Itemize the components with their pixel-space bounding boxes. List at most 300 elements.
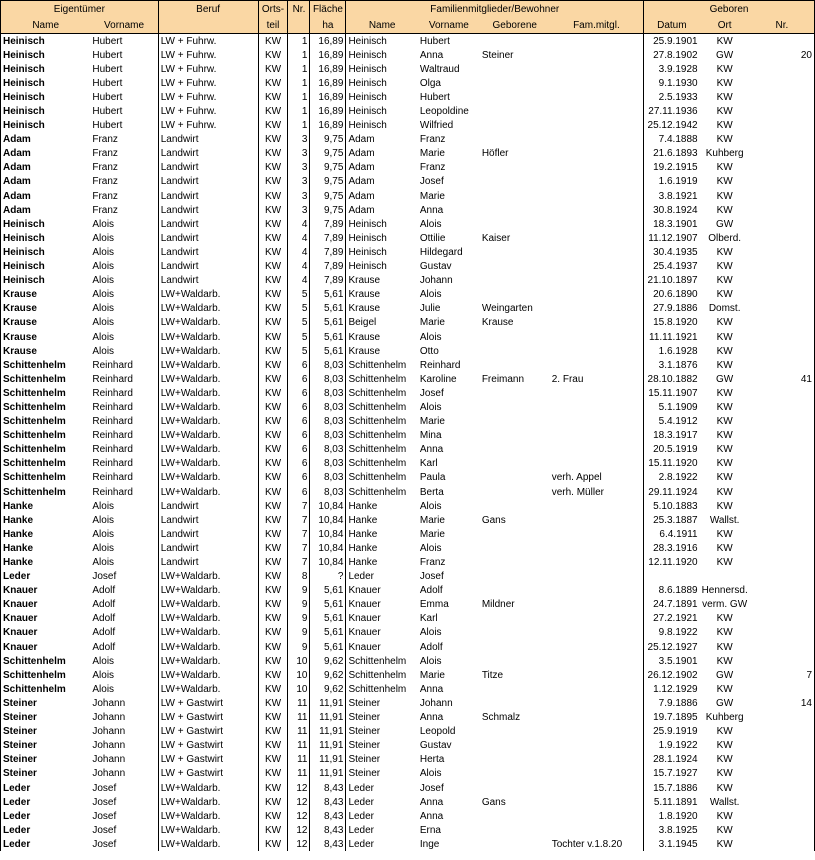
cell-owner-vorname: Franz: [92, 162, 118, 174]
cell-ortsteil: KW: [258, 189, 288, 203]
cell-owner-name: Steiner: [1, 767, 91, 781]
cell-geborene: [480, 76, 550, 90]
cell-owner-name: Krause: [1, 316, 91, 330]
cell-nr: 4: [288, 274, 310, 288]
cell-nr: 6: [288, 358, 310, 372]
cell-beruf: LW+Waldarb.: [158, 288, 258, 302]
cell-owner-name: Schittenhelm: [1, 443, 91, 457]
cell-geborene: [480, 457, 550, 471]
cell-owner-name: Schittenhelm: [1, 429, 91, 443]
cell-geborene: [480, 823, 550, 837]
cell-fammitgl: [550, 288, 644, 302]
cell-member-vorname: Franz: [419, 557, 446, 569]
table-row: [1, 217, 815, 231]
cell-owner-name: Schittenhelm: [1, 386, 91, 400]
cell-geborene: Höfler: [481, 148, 509, 160]
cell-birth-place: KW: [716, 768, 733, 780]
cell-member-name: Leder: [348, 571, 375, 583]
cell-fammitgl: verh. Müller: [550, 485, 644, 499]
cell-birth-date: 5.1.1909: [658, 401, 698, 413]
cell-owner-name: Heinisch: [1, 217, 91, 231]
cell-beruf: Landwirt: [158, 217, 258, 231]
cell-beruf: LW+Waldarb.: [158, 598, 258, 612]
cell-owner-vorname: Alois: [92, 655, 115, 667]
cell-fammitgl: [550, 640, 644, 654]
header-row-2: [1, 17, 815, 34]
cell-nr2: [750, 386, 815, 400]
cell-owner-name: Krause: [1, 330, 91, 344]
cell-nr2: [750, 711, 815, 725]
cell-ortsteil: KW: [258, 527, 288, 541]
cell-birth-date: 18.3.1901: [653, 218, 698, 230]
cell-member-vorname: Leopoldine: [419, 106, 469, 118]
cell-flaeche: 8,43: [310, 837, 346, 851]
cell-fammitgl: [550, 767, 644, 781]
cell-ortsteil: KW: [258, 48, 288, 62]
cell-member-vorname: Julie: [419, 303, 441, 315]
cell-owner-vorname: Alois: [92, 528, 115, 540]
cell-beruf: Landwirt: [158, 260, 258, 274]
cell-member-name: Steiner: [348, 697, 381, 709]
cell-nr2: [750, 119, 815, 133]
cell-flaeche: 9,75: [310, 189, 346, 203]
cell-nr2: [750, 570, 815, 584]
cell-owner-vorname: Hubert: [92, 120, 123, 132]
cell-flaeche: 11,91: [310, 767, 346, 781]
table-row: [1, 739, 815, 753]
header-datum: Datum: [644, 17, 700, 34]
table-row: [1, 288, 815, 302]
cell-member-vorname: Anna: [419, 796, 444, 808]
cell-beruf: LW + Fuhrw.: [158, 48, 258, 62]
cell-nr2: [750, 499, 815, 513]
cell-member-name: Adam: [348, 134, 375, 146]
cell-owner-vorname: Alois: [92, 303, 115, 315]
cell-flaeche: 10,84: [310, 555, 346, 569]
cell-fammitgl: [550, 584, 644, 598]
cell-ortsteil: KW: [258, 711, 288, 725]
cell-nr2: [750, 76, 815, 90]
header-fammitgl: Fam.mitgl.: [550, 17, 644, 34]
cell-owner-vorname: Adolf: [92, 599, 116, 611]
cell-geborene: [480, 612, 550, 626]
cell-birth-place: KW: [716, 838, 733, 850]
cell-birth-date: 15.11.1920: [648, 458, 698, 470]
cell-member-vorname: Gustav: [419, 740, 452, 752]
cell-nr2: [750, 231, 815, 245]
cell-owner-vorname: Alois: [92, 557, 115, 569]
cell-owner-name: Adam: [1, 203, 91, 217]
cell-fammitgl: [550, 400, 644, 414]
cell-nr2: [750, 626, 815, 640]
header-vorname: Vorname: [90, 17, 158, 34]
table-row: [1, 415, 815, 429]
cell-flaeche: 5,61: [310, 626, 346, 640]
cell-fammitgl: [550, 696, 644, 710]
cell-owner-vorname: Josef: [92, 810, 117, 822]
cell-owner-name: Hanke: [1, 541, 91, 555]
cell-beruf: LW+Waldarb.: [158, 400, 258, 414]
cell-ortsteil: KW: [258, 739, 288, 753]
cell-nr2: [750, 612, 815, 626]
cell-birth-date: 6.4.1911: [659, 528, 698, 540]
cell-ortsteil: KW: [258, 76, 288, 90]
cell-nr2: [750, 443, 815, 457]
cell-birth-place: KW: [716, 246, 733, 258]
cell-beruf: Landwirt: [158, 203, 258, 217]
cell-ortsteil: KW: [258, 598, 288, 612]
cell-beruf: LW+Waldarb.: [158, 654, 258, 668]
cell-birth-place: KW: [716, 472, 733, 484]
cell-owner-vorname: Johann: [92, 697, 126, 709]
cell-owner-vorname: Reinhard: [92, 373, 133, 385]
cell-member-name: Leder: [348, 824, 375, 836]
cell-nr: 12: [288, 823, 310, 837]
cell-owner-vorname: Alois: [92, 289, 115, 301]
cell-birth-place: KW: [716, 77, 733, 89]
cell-ortsteil: KW: [258, 753, 288, 767]
cell-owner-name: Schittenhelm: [1, 668, 91, 682]
cell-flaeche: 8,43: [310, 795, 346, 809]
cell-flaeche: 16,89: [310, 62, 346, 76]
cell-nr: 3: [288, 161, 310, 175]
table-row: [1, 62, 815, 76]
cell-nr: 7: [288, 541, 310, 555]
cell-member-vorname: Hubert: [419, 35, 450, 47]
cell-flaeche: 8,03: [310, 443, 346, 457]
cell-fammitgl: [550, 541, 644, 555]
cell-nr: 4: [288, 231, 310, 245]
cell-member-vorname: Marie: [419, 190, 445, 202]
cell-ortsteil: KW: [258, 260, 288, 274]
header-flaeche-sub: ha: [310, 17, 346, 34]
cell-ortsteil: KW: [258, 809, 288, 823]
cell-nr: 12: [288, 781, 310, 795]
cell-owner-vorname: Alois: [92, 331, 115, 343]
cell-geborene: [480, 400, 550, 414]
cell-flaeche: 8,43: [310, 809, 346, 823]
cell-birth-place: KW: [716, 416, 733, 428]
cell-nr2: [750, 161, 815, 175]
cell-member-name: Adam: [348, 176, 375, 188]
cell-geborene: [480, 471, 550, 485]
cell-beruf: Landwirt: [158, 245, 258, 259]
cell-owner-vorname: Alois: [92, 275, 115, 287]
cell-fammitgl: [550, 231, 644, 245]
cell-ortsteil: KW: [258, 288, 288, 302]
cell-member-name: Heinisch: [348, 77, 387, 89]
cell-nr: 6: [288, 386, 310, 400]
cell-birth-place: GW: [716, 373, 734, 385]
cell-member-vorname: Marie: [419, 514, 445, 526]
cell-member-vorname: Adolf: [419, 641, 443, 653]
cell-ortsteil: KW: [258, 34, 288, 49]
cell-nr2: [750, 62, 815, 76]
cell-member-name: Krause: [348, 275, 381, 287]
cell-flaeche: 10,84: [310, 513, 346, 527]
cell-owner-name: Leder: [1, 809, 91, 823]
cell-beruf: LW+Waldarb.: [158, 823, 258, 837]
table-row: [1, 570, 815, 584]
cell-member-name: Krause: [348, 303, 381, 315]
table-row: [1, 513, 815, 527]
cell-nr2: [750, 513, 815, 527]
cell-nr2: [750, 330, 815, 344]
cell-birth-date: 3.8.1925: [658, 824, 698, 836]
cell-nr2: [750, 203, 815, 217]
cell-owner-name: Schittenhelm: [1, 471, 91, 485]
table-row: [1, 668, 815, 682]
table-row: [1, 330, 815, 344]
table-row: [1, 541, 815, 555]
cell-birth-date: 11.12.1907: [648, 232, 698, 244]
cell-fammitgl: [550, 739, 644, 753]
cell-nr: 3: [288, 175, 310, 189]
cell-beruf: LW+Waldarb.: [158, 471, 258, 485]
cell-member-name: Knauer: [348, 599, 381, 611]
cell-birth-date: 25.4.1937: [653, 261, 698, 273]
cell-nr: 1: [288, 48, 310, 62]
table-row: [1, 119, 815, 133]
header-nr2: Nr.: [750, 17, 815, 34]
cell-nr2: [750, 34, 815, 49]
cell-nr: 11: [288, 725, 310, 739]
header-fam-vorname: Vorname: [418, 17, 480, 34]
cell-birth-place: KW: [716, 740, 733, 752]
table-row: [1, 260, 815, 274]
cell-nr2: [750, 823, 815, 837]
cell-member-name: Schittenhelm: [348, 373, 407, 385]
cell-fammitgl: [550, 76, 644, 90]
cell-fammitgl: [550, 48, 644, 62]
cell-owner-vorname: Reinhard: [92, 458, 133, 470]
cell-flaeche: 8,43: [310, 781, 346, 795]
cell-nr: 5: [288, 288, 310, 302]
cell-birth-date: 25.12.1927: [647, 641, 698, 653]
table-row: [1, 302, 815, 316]
cell-flaeche: 5,61: [310, 598, 346, 612]
cell-flaeche: 8,43: [310, 823, 346, 837]
cell-birth-date: 15.8.1920: [653, 317, 698, 329]
cell-member-name: Heinisch: [348, 246, 387, 258]
cell-owner-name: Heinisch: [1, 231, 91, 245]
cell-beruf: LW+Waldarb.: [158, 372, 258, 386]
cell-ortsteil: KW: [258, 344, 288, 358]
cell-birth-place: KW: [716, 782, 733, 794]
cell-owner-name: Heinisch: [1, 76, 91, 90]
cell-ortsteil: KW: [258, 358, 288, 372]
cell-member-name: Heinisch: [348, 106, 387, 118]
cell-member-name: Schittenhelm: [348, 416, 407, 428]
cell-ortsteil: KW: [258, 316, 288, 330]
cell-beruf: LW+Waldarb.: [158, 386, 258, 400]
cell-beruf: LW+Waldarb.: [158, 330, 258, 344]
cell-owner-name: Leder: [1, 823, 91, 837]
cell-flaeche: 7,89: [310, 245, 346, 259]
cell-birth-date: 25.9.1901: [653, 35, 698, 47]
cell-fammitgl: [550, 161, 644, 175]
cell-owner-vorname: Alois: [92, 261, 115, 273]
cell-nr: 9: [288, 640, 310, 654]
cell-owner-vorname: Alois: [92, 683, 115, 695]
cell-owner-vorname: Hubert: [92, 63, 123, 75]
cell-nr2: [750, 400, 815, 414]
cell-geborene: [480, 570, 550, 584]
cell-nr2: [750, 753, 815, 767]
cell-member-name: Schittenhelm: [348, 486, 407, 498]
cell-beruf: LW + Gastwirt: [158, 753, 258, 767]
cell-nr2: [750, 739, 815, 753]
cell-flaeche: 8,03: [310, 386, 346, 400]
cell-nr2: [750, 90, 815, 104]
cell-nr2: [750, 104, 815, 118]
cell-beruf: Landwirt: [158, 147, 258, 161]
cell-member-name: Schittenhelm: [348, 655, 407, 667]
cell-ortsteil: KW: [258, 231, 288, 245]
cell-geborene: Freimann: [481, 373, 525, 385]
cell-beruf: Landwirt: [158, 527, 258, 541]
cell-birth-date: 21.10.1897: [647, 275, 698, 287]
cell-geborene: [480, 443, 550, 457]
cell-owner-name: Leder: [1, 837, 91, 851]
cell-member-name: Heinisch: [348, 35, 387, 47]
cell-flaeche: 7,89: [310, 260, 346, 274]
cell-geborene: Gans: [481, 514, 506, 526]
table-row: [1, 711, 815, 725]
cell-member-name: Heinisch: [348, 120, 387, 132]
cell-ortsteil: KW: [258, 400, 288, 414]
cell-birth-place: KW: [716, 387, 733, 399]
cell-birth-date: 7.4.1888: [658, 134, 698, 146]
cell-flaeche: 9,75: [310, 203, 346, 217]
cell-flaeche: 16,89: [310, 90, 346, 104]
cell-beruf: Landwirt: [158, 274, 258, 288]
cell-owner-vorname: Johann: [92, 768, 126, 780]
cell-geborene: [480, 682, 550, 696]
cell-owner-name: Adam: [1, 161, 91, 175]
cell-fammitgl: [550, 809, 644, 823]
cell-owner-vorname: Alois: [92, 345, 115, 357]
table-row: [1, 372, 815, 386]
cell-member-name: Leder: [348, 810, 375, 822]
cell-owner-name: Schittenhelm: [1, 358, 91, 372]
cell-birth-date: 1.8.1920: [658, 810, 698, 822]
table-row: [1, 682, 815, 696]
table-row: [1, 231, 815, 245]
cell-owner-name: Leder: [1, 781, 91, 795]
cell-beruf: LW+Waldarb.: [158, 570, 258, 584]
cell-geborene: [480, 175, 550, 189]
cell-beruf: LW + Fuhrw.: [158, 119, 258, 133]
cell-geborene: [480, 415, 550, 429]
cell-geborene: [480, 626, 550, 640]
cell-owner-vorname: Josef: [92, 782, 117, 794]
table-row: [1, 795, 815, 809]
cell-nr: 1: [288, 62, 310, 76]
table-row: [1, 358, 815, 372]
cell-nr2: [750, 527, 815, 541]
cell-ortsteil: KW: [258, 837, 288, 851]
cell-flaeche: 5,61: [310, 330, 346, 344]
cell-birth-place: KW: [716, 261, 733, 273]
cell-birth-date: 28.1.1924: [653, 754, 698, 766]
cell-fammitgl: [550, 795, 644, 809]
cell-geborene: Weingarten: [481, 303, 533, 315]
cell-owner-name: Schittenhelm: [1, 485, 91, 499]
cell-ortsteil: KW: [258, 795, 288, 809]
cell-member-name: Heinisch: [348, 91, 387, 103]
cell-birth-date: 1.6.1919: [658, 176, 698, 188]
cell-ortsteil: KW: [258, 640, 288, 654]
cell-ortsteil: KW: [258, 654, 288, 668]
cell-birth-place: GW: [716, 697, 734, 709]
cell-birth-date: 9.8.1922: [658, 627, 698, 639]
cell-member-name: Steiner: [348, 768, 381, 780]
cell-birth-date: 26.12.1902: [647, 669, 698, 681]
cell-nr2: [750, 584, 815, 598]
cell-birth-date: 7.9.1886: [658, 697, 698, 709]
cell-flaeche: 5,61: [310, 288, 346, 302]
cell-owner-name: Steiner: [1, 696, 91, 710]
cell-geborene: [480, 809, 550, 823]
cell-beruf: Landwirt: [158, 175, 258, 189]
cell-beruf: LW+Waldarb.: [158, 415, 258, 429]
cell-member-vorname: Marie: [419, 669, 445, 681]
cell-member-vorname: Olga: [419, 77, 441, 89]
table-row: [1, 133, 815, 147]
cell-member-name: Schittenhelm: [348, 669, 407, 681]
cell-flaeche: 7,89: [310, 217, 346, 231]
cell-birth-date: 25.3.1887: [653, 514, 698, 526]
cell-fammitgl: [550, 260, 644, 274]
cell-birth-date: 1.9.1922: [658, 740, 698, 752]
cell-ortsteil: KW: [258, 245, 288, 259]
cell-member-vorname: Wilfried: [419, 120, 454, 132]
cell-owner-vorname: Hubert: [92, 49, 123, 61]
cell-nr2: [750, 302, 815, 316]
cell-geborene: [480, 358, 550, 372]
cell-nr2: [750, 471, 815, 485]
cell-beruf: LW+Waldarb.: [158, 485, 258, 499]
cell-birth-place: Hennersd.: [701, 585, 748, 597]
cell-birth-place: KW: [716, 176, 733, 188]
cell-geborene: [480, 119, 550, 133]
cell-member-vorname: Josef: [419, 387, 444, 399]
cell-member-vorname: Leopold: [419, 726, 456, 738]
cell-beruf: LW + Gastwirt: [158, 711, 258, 725]
cell-owner-vorname: Alois: [92, 514, 115, 526]
cell-birth-place: KW: [716, 627, 733, 639]
cell-fammitgl: [550, 457, 644, 471]
cell-nr2: [750, 725, 815, 739]
cell-fammitgl: [550, 90, 644, 104]
cell-owner-vorname: Hubert: [92, 91, 123, 103]
cell-flaeche: 5,61: [310, 584, 346, 598]
cell-owner-vorname: Adolf: [92, 641, 116, 653]
cell-birth-place: KW: [716, 542, 733, 554]
cell-member-vorname: Alois: [419, 768, 442, 780]
cell-birth-place: KW: [716, 641, 733, 653]
cell-member-vorname: Karoline: [419, 373, 457, 385]
header-beruf: Beruf: [158, 1, 258, 18]
cell-flaeche: 11,91: [310, 696, 346, 710]
cell-birth-date: 3.5.1901: [658, 655, 698, 667]
cell-fammitgl: [550, 654, 644, 668]
cell-flaeche: 8,03: [310, 400, 346, 414]
cell-nr2: 7: [750, 668, 815, 682]
cell-flaeche: 7,89: [310, 274, 346, 288]
cell-owner-name: Heinisch: [1, 119, 91, 133]
